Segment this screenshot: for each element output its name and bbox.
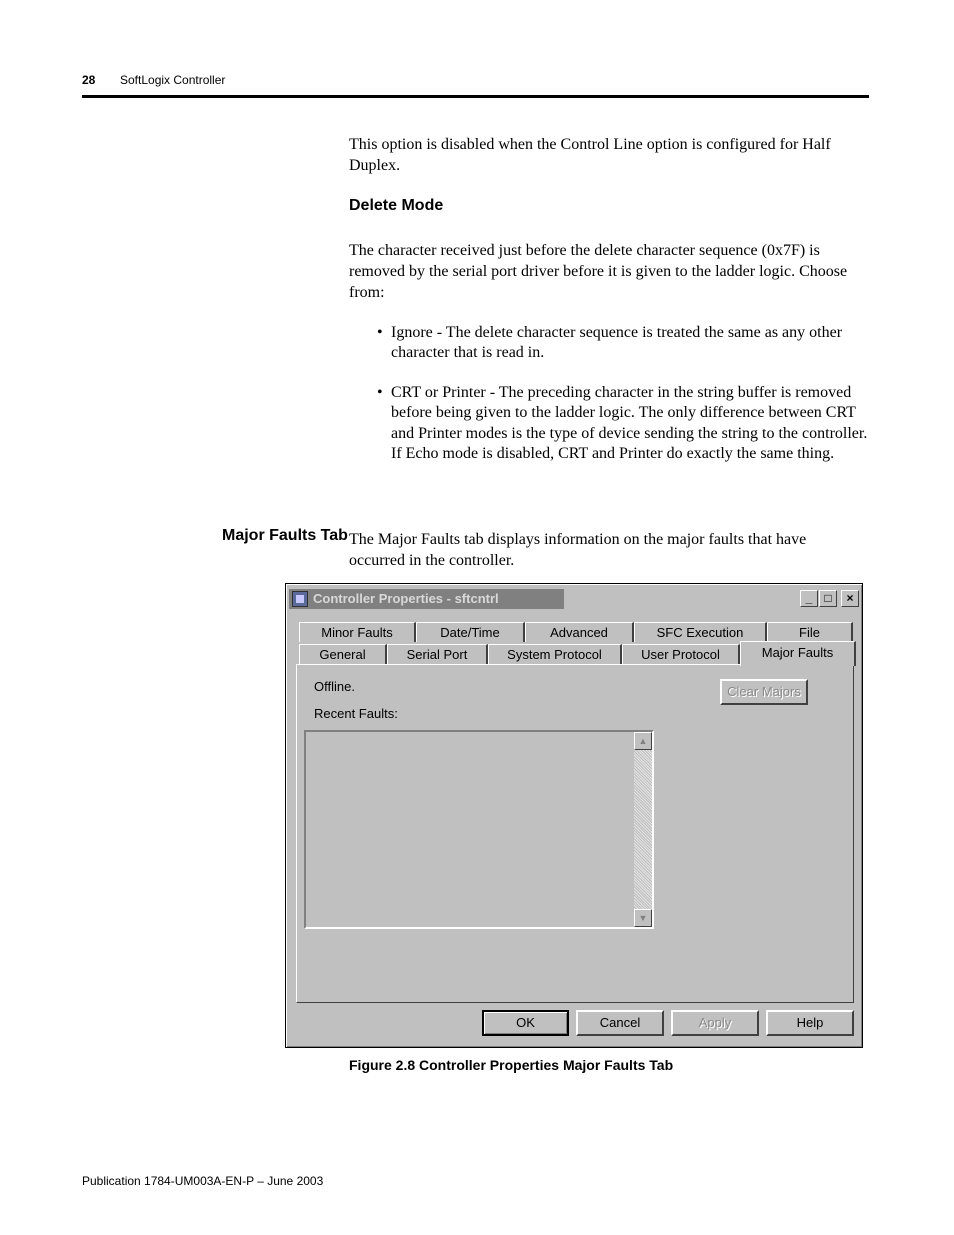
page-footer: Publication 1784-UM003A-EN-P – June 2003	[82, 1174, 324, 1188]
controller-properties-dialog	[285, 583, 863, 1048]
close-button[interactable]: ×	[841, 590, 859, 607]
bullet-dot: •	[377, 384, 383, 401]
tab-serial-port[interactable]: Serial Port	[387, 644, 488, 664]
minimize-button[interactable]: _	[800, 590, 818, 607]
figure-caption: Figure 2.8 Controller Properties Major Faults Tab	[349, 1057, 674, 1073]
tab-sfc-execution[interactable]: SFC Execution	[634, 622, 767, 642]
tab-date-time[interactable]: Date/Time	[416, 622, 525, 642]
clear-majors-button[interactable]: Clear Majors	[720, 679, 808, 705]
intro-paragraph: This option is disabled when the Control Line option is configured for Half Duplex.	[349, 136, 831, 174]
running-header: SoftLogix Controller	[120, 73, 226, 87]
tab-major-faults[interactable]: Major Faults	[740, 641, 856, 666]
tab-file[interactable]: File	[767, 622, 853, 642]
bullet-dot: •	[377, 324, 383, 341]
status-text: Offline.	[314, 679, 355, 694]
cancel-button[interactable]: Cancel	[576, 1010, 664, 1036]
tab-general[interactable]: General	[299, 644, 387, 664]
help-button[interactable]: Help	[766, 1010, 854, 1036]
recent-faults-list[interactable]	[304, 730, 654, 929]
page-number: 28	[82, 73, 96, 87]
tab-minor-faults[interactable]: Minor Faults	[299, 622, 416, 642]
header-rule	[82, 95, 869, 98]
app-icon	[292, 591, 308, 607]
major-faults-paragraph: The Major Faults tab displays information on the major faults that have occurred in the controller.	[349, 531, 807, 569]
major-faults-side-heading: Major Faults Tab	[222, 527, 348, 544]
delete-mode-heading: Delete Mode	[349, 197, 444, 214]
delete-mode-paragraph: The character received just before the delete character sequence (0x7F) is removed by the serial port driver before it is given to the ladder logic. Choose from:	[349, 242, 848, 301]
dialog-titlebar[interactable]	[289, 589, 564, 609]
scroll-down-icon[interactable]: ▼	[634, 909, 652, 927]
bullet-text: CRT or Printer - The preceding character in the string buffer is removed before being given to the ladder logic. The only difference between CRT and Printer modes is the type of device sending the string to the controller. If Echo mode is disabled, CRT and Printer do exactly the same thing.	[391, 384, 868, 462]
recent-faults-label: Recent Faults:	[314, 706, 398, 721]
bullet-text: Ignore - The delete character sequence is treated the same as any other character that is read in.	[391, 324, 843, 362]
scroll-up-icon[interactable]: ▲	[634, 732, 652, 750]
ok-button[interactable]: OK	[482, 1010, 569, 1036]
tab-advanced[interactable]: Advanced	[525, 622, 634, 642]
tab-system-protocol[interactable]: System Protocol	[488, 644, 622, 664]
tab-user-protocol[interactable]: User Protocol	[622, 644, 740, 664]
maximize-button[interactable]: □	[819, 590, 837, 607]
list-scrollbar[interactable]	[634, 732, 652, 927]
apply-button[interactable]: Apply	[671, 1010, 759, 1036]
dialog-title: Controller Properties - sftcntrl	[313, 591, 499, 606]
